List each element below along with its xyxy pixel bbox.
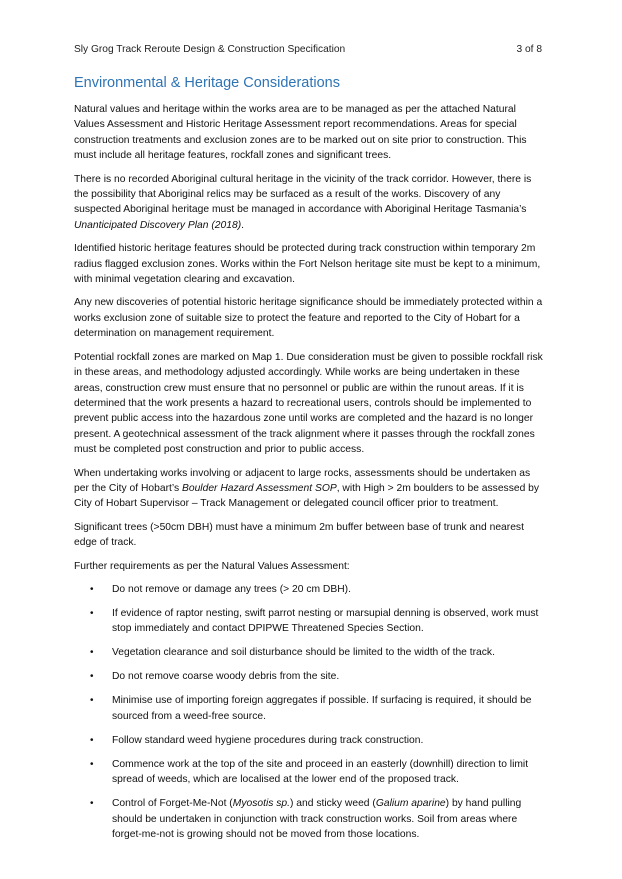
paragraph-natural-values: Natural values and heritage within the works area are to be managed as per the attached Natural Values Assessment and Historic Heritage Assessment report recommendations. Areas for special construction treatments and exclusion zones are to be marked out on site prior to construction. This must include all heritage features, rockfall zones and significant trees.	[74, 104, 527, 162]
list-item: • Control of Forget-Me-Not (Myosotis sp.) and sticky weed (Galium aparine) by hand pulling should be undertaken in conjunction with track construction works. Soil from areas where forget-me-not is growing should not be moved from those locations.	[90, 798, 522, 840]
bullet-icon: •	[90, 583, 94, 595]
paragraph-further-requirements: Further requirements as per the Natural Values Assessment:	[74, 560, 350, 572]
document-title: Sly Grog Track Reroute Design & Construction Specification	[74, 44, 346, 55]
paragraph-historic-heritage: Identified historic heritage features should be protected during track construction within temporary 2m radius flagged exclusion zones. Works within the Fort Nelson heritage site must be kept to a minimum, with minimal vegetation clearing and excavation.	[74, 243, 541, 286]
page-number: 3 of 8	[516, 44, 542, 55]
list-item: • Vegetation clearance and soil disturbance should be limited to the width of the track.	[74, 645, 544, 660]
plan-title: Unanticipated Discovery Plan (2018)	[74, 219, 242, 231]
section-heading: Environmental & Heritage Considerations	[74, 75, 340, 91]
list-item: • Commence work at the top of the site and proceed in an easterly (downhill) direction to limit spread of weeds, which are localised at the lower end of the proposed track.	[90, 758, 529, 786]
paragraph-boulder-assessment: When undertaking works involving or adjacent to large rocks, assessments should be undertaken as per the City of Hobart’s Boulder Hazard Assessment SOP, with High > 2m boulders to be assessed by City of Hobart Supervisor – Track Management or delegated council officer prior to treatment.	[74, 467, 540, 510]
sop-title: Boulder Hazard Assessment SOP	[181, 482, 337, 494]
bullet-icon: •	[90, 734, 94, 746]
species-name: Galium aparine	[375, 798, 446, 810]
page-header	[74, 44, 542, 55]
bullet-icon: •	[90, 695, 94, 707]
bullet-icon: •	[90, 758, 94, 770]
species-name: Myosotis sp.	[232, 798, 290, 810]
page-content	[74, 75, 544, 851]
requirements-list	[74, 582, 544, 842]
list-item: • Do not remove or damage any trees (> 20 cm DBH).	[74, 582, 544, 597]
list-item: • Follow standard weed hygiene procedures during track construction.	[74, 733, 544, 748]
bullet-icon: •	[90, 647, 94, 659]
bullet-icon: •	[90, 607, 94, 619]
paragraph-aboriginal-heritage: There is no recorded Aboriginal cultural heritage in the vicinity of the track corridor. However, there is the possibility that Aboriginal relics may be surfaced as a result of the works. Discovery of any suspected Aboriginal heritage must be managed in accordance with Aboriginal Heritage Tasmania’s Unanticipated Discovery Plan (2018).	[74, 173, 532, 231]
list-item: • Do not remove coarse woody debris from the site.	[74, 669, 544, 684]
list-item: • If evidence of raptor nesting, swift parrot nesting or marsupial denning is observed, work must stop immediately and contact DPIPWE Threatened Species Section.	[90, 607, 539, 635]
paragraph-significant-trees: Significant trees (>50cm DBH) must have a minimum 2m buffer between base of trunk and nearest edge of track.	[74, 521, 524, 549]
list-item: • Minimise use of importing foreign aggregates if possible. If surfacing is required, it should be sourced from a weed-free source.	[90, 695, 532, 722]
paragraph-rockfall-zones: Potential rockfall zones are marked on Map 1. Due consideration must be given to possible rockfall risk in these areas, and methodology adjusted accordingly. While works are being undertaken in these areas, construction crew must ensure that no personnel or public are within the runout areas. If it is determined that the work presents a hazard to recreational users, controls should be implemented to prevent public access into the hazardous zone until works are completed and the hazard is no longer present. A geotechnical assessment of the track alignment where it passes through the rockfall zones must be completed post construction and prior to public access.	[74, 351, 543, 456]
paragraph-new-discoveries: Any new discoveries of potential historic heritage significance should be immediately protected within a works exclusion zone of suitable size to protect the feature and reported to the City of Hobart for a determination on management requirement.	[74, 297, 543, 340]
bullet-icon: •	[90, 671, 94, 683]
bullet-icon: •	[90, 798, 94, 810]
